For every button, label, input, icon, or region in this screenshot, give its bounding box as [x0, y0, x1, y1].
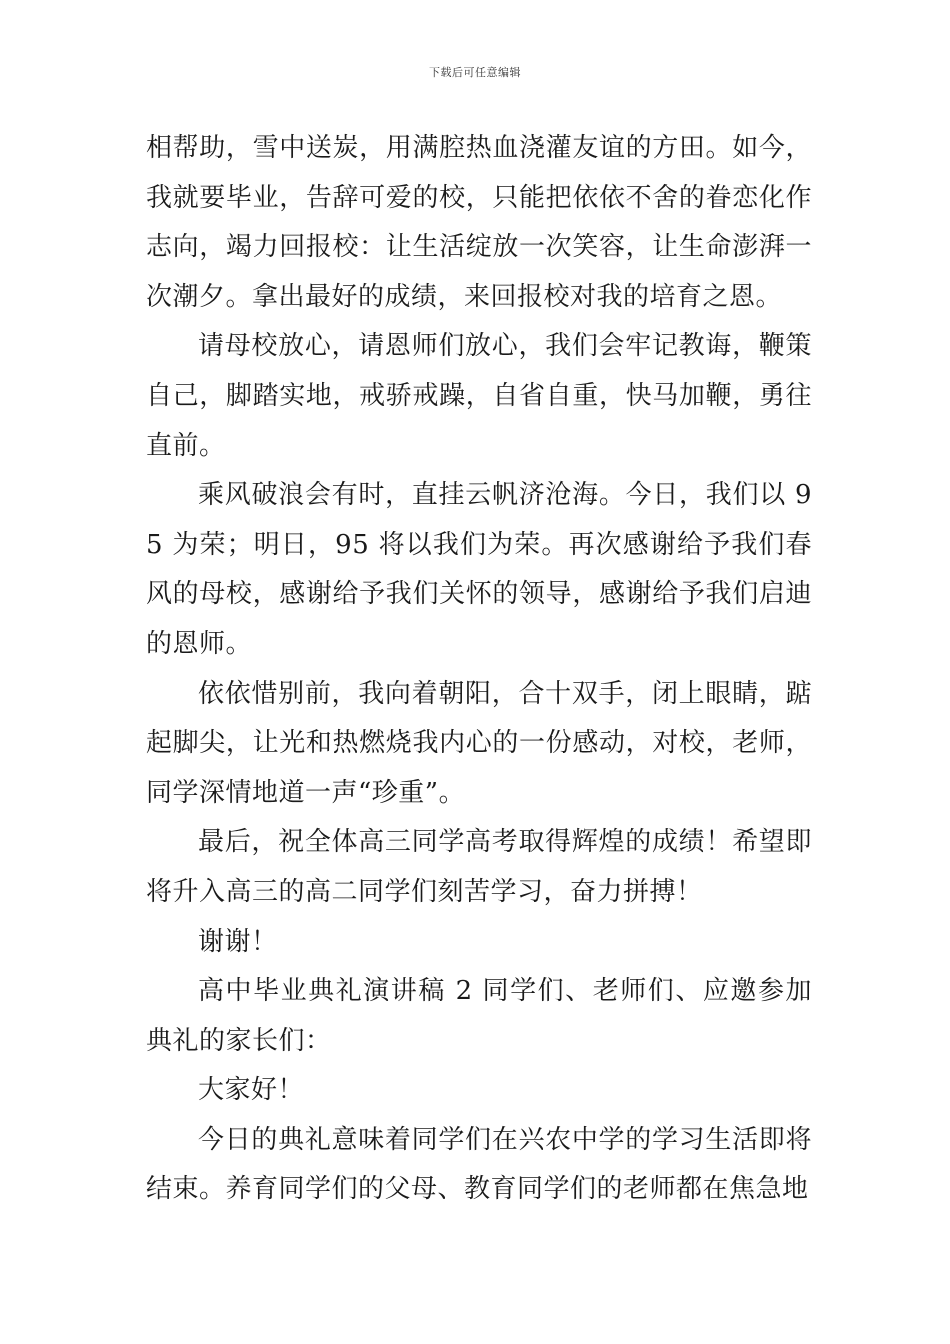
paragraph: 乘风破浪会有时，直挂云帆济沧海。今日，我们以 95 为荣；明日，95 将以我们为荣。再次感谢给予我们春风的母校，感谢给予我们关怀的领导，感谢给予我们启迪的恩师。 — [146, 480, 812, 659]
paragraph: 大家好！ — [198, 1075, 305, 1106]
paragraph: 最后，祝全体高三同学高考取得辉煌的成绩！希望即将升入高三的高二同学们刻苦学习，奋力拼搏！ — [146, 827, 812, 907]
paragraph: 请母校放心，请恩师们放心，我们会牢记教诲，鞭策自己，脚踏实地，戒骄戒躁，自省自重，快马加鞭，勇往直前。 — [146, 331, 812, 461]
paragraph: 今日的典礼意味着同学们在兴农中学的学习生活即将结束。养育同学们的父母、教育同学们的老师都在焦急地 — [146, 1124, 812, 1205]
page-header: 下载后可任意编辑 — [429, 66, 521, 79]
paragraph: 高中毕业典礼演讲稿 2 同学们、老师们、应邀参加典礼的家长们： — [146, 976, 812, 1056]
paragraph: 依依惜别前，我向着朝阳，合十双手，闭上眼睛，踮起脚尖，让光和热燃烧我内心的一份感动，对校，老师，同学深情地道一声“珍重”。 — [146, 678, 812, 808]
paragraph: 相帮助，雪中送炭，用满腔热血浇灌友谊的方田。如今，我就要毕业，告辞可爱的校，只能把依依不舍的眷恋化作志向，竭力回报校：让生活绽放一次笑容，让生命澎湃一次潮夕。拿出最好的成绩，来回报校对我的培育之恩。 — [146, 133, 812, 312]
document-body — [146, 124, 812, 1215]
paragraph: 谢谢！ — [198, 926, 278, 957]
